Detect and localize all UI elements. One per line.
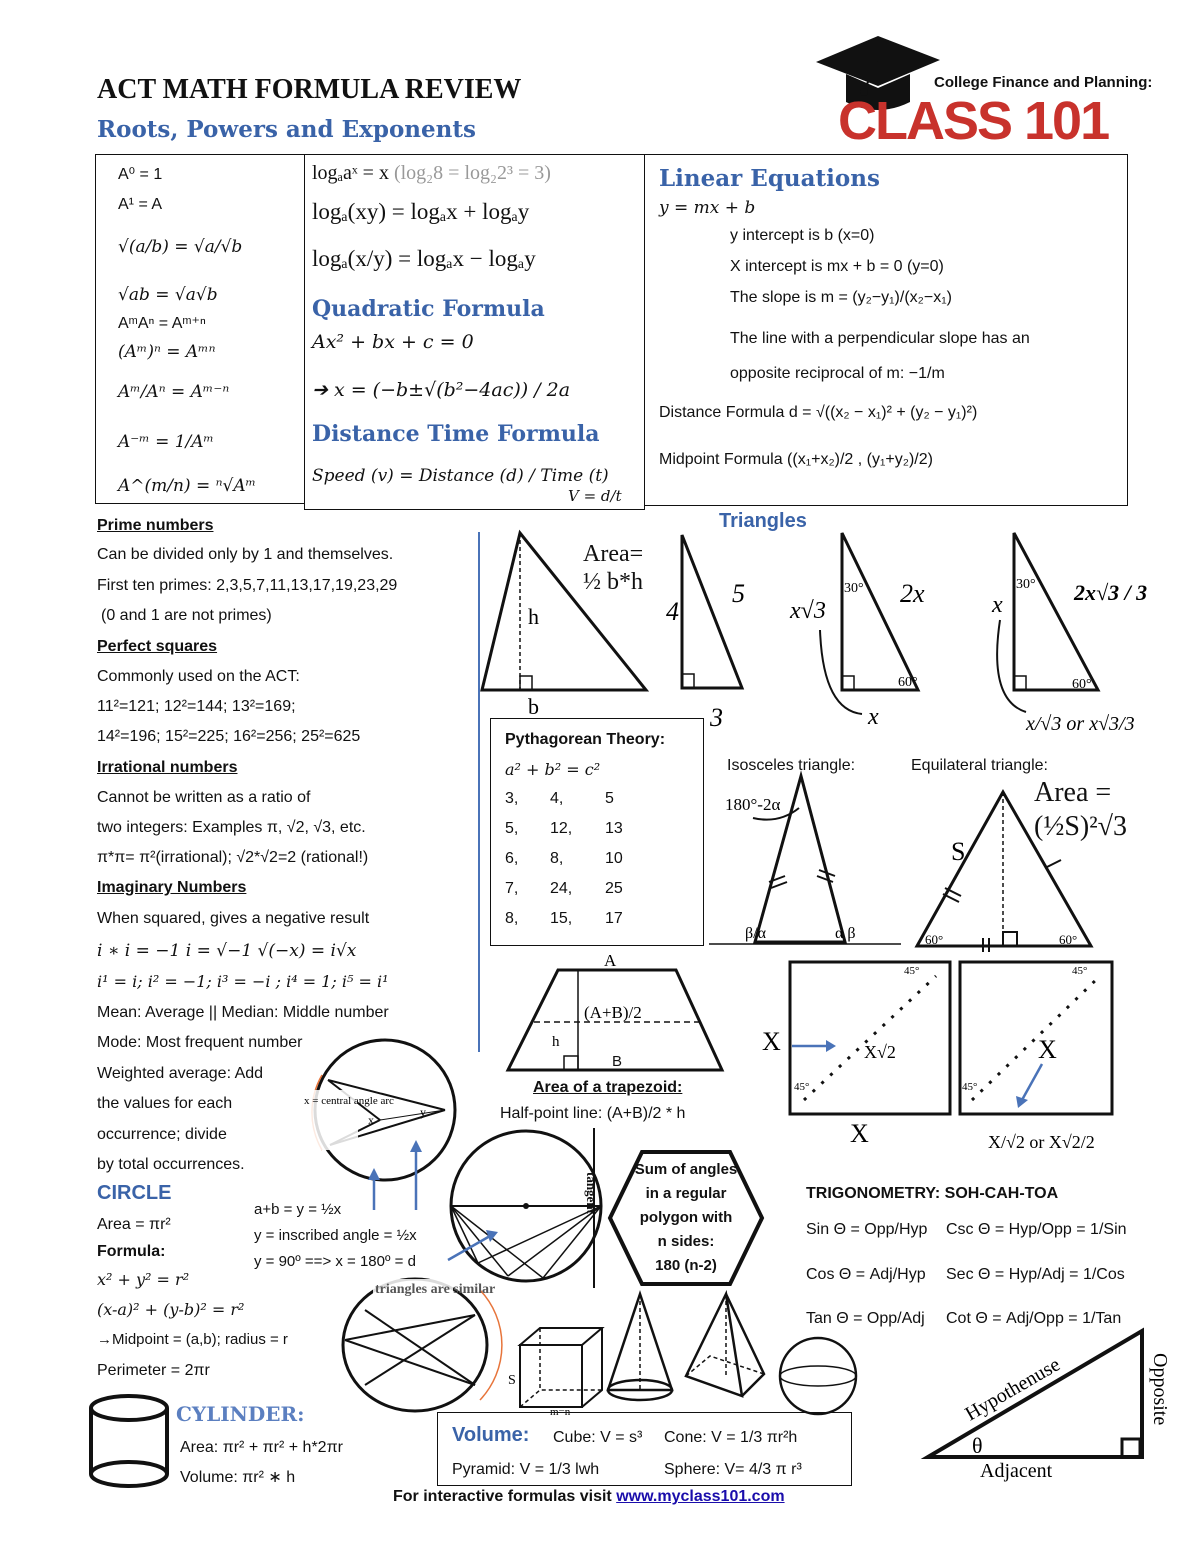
linear-slope: The slope is m = (y₂−y₁)/(x₂−x₁) <box>730 289 952 306</box>
rule-a1: A¹ = A <box>118 196 163 213</box>
log-rule-1-text: logₐaˣ = x <box>312 162 389 184</box>
polygon-line-3: polygon with <box>639 1209 733 1226</box>
pythagorean-cell: 13 <box>605 820 623 837</box>
prime-line-2: First ten primes: 2,3,5,7,11,13,17,19,23,29 <box>97 577 398 594</box>
square2-angle-bottom: 45° <box>962 1081 978 1093</box>
isos-left-angles: β/α <box>745 925 766 942</box>
rule-frac-root: √(a/b) = √a/√b <box>118 237 243 257</box>
tri3-angle-30: 30° <box>844 581 864 596</box>
trapezoid-title: Area of a trapezoid: <box>533 1079 683 1096</box>
tri3-short: x <box>868 704 879 730</box>
trig-cos: Cos Θ = Adj/Hyp <box>806 1266 926 1283</box>
circle-formula-label: Formula: <box>97 1243 166 1260</box>
trig-adjacent: Adjacent <box>980 1460 1053 1482</box>
weighted-line-3: occurrence; divide <box>97 1126 227 1143</box>
pythagorean-cell: 25 <box>605 880 623 897</box>
imaginary-line-3: i¹ = i; i² = −1; i³ = −i ; i⁴ = 1; i⁵ = i¹ <box>97 972 389 991</box>
polygon-line-5: 180 (n-2) <box>655 1257 717 1274</box>
squares-heading: Perfect squares <box>97 638 218 655</box>
tri2-side-b: 3 <box>710 703 723 732</box>
polygon-line-4: n sides: <box>657 1233 715 1250</box>
linear-perpendicular-2: opposite reciprocal of m: −1/m <box>730 365 945 382</box>
pythagorean-cell: 10 <box>605 850 623 867</box>
tri4-long: 2x√3 / 3 <box>1074 580 1148 605</box>
pythagorean-cell: 8, <box>505 910 519 927</box>
rule-frac-exp: A^(m/n) = ⁿ√Aᵐ <box>118 476 257 496</box>
linear-title: Linear Equations <box>659 165 880 192</box>
solid-figures <box>500 1290 870 1418</box>
pythagorean-cell: 15, <box>550 910 573 927</box>
distance-formula: Distance Formula d = √((x₂ − x₁)² + (y₂ − y₁)²) <box>659 404 978 421</box>
weighted-line-1: Weighted average: Add <box>97 1065 264 1082</box>
square1-x-bottom: X <box>850 1119 869 1148</box>
rule-quotient: Aᵐ/Aⁿ = Aᵐ⁻ⁿ <box>118 382 230 402</box>
square1-angle-bottom: 45° <box>794 1081 810 1093</box>
irrational-line-1: Cannot be written as a ratio of <box>97 789 311 806</box>
rule-negative: A⁻ᵐ = 1/Aᵐ <box>118 432 214 452</box>
cylinder-volume: Volume: πr² ∗ h <box>180 1469 296 1486</box>
prime-line-3: (0 and 1 are not primes) <box>101 607 272 624</box>
linear-x-intercept: X intercept is mx + b = 0 (y=0) <box>730 258 944 275</box>
pythagorean-cell: 7, <box>505 880 519 897</box>
equilateral-label: Equilateral triangle: <box>911 757 1048 774</box>
pythagorean-cell: 24, <box>550 880 573 897</box>
imaginary-line-2: i ∗ i = −1 i = √−1 √(−x) = i√x <box>97 941 357 961</box>
log-rule-3: logₐ(x/y) = logₐx − logₐy <box>312 246 536 271</box>
pythagorean-cell: 8, <box>550 850 564 867</box>
pythagorean-cell: 17 <box>605 910 623 927</box>
tri2-side-c: 5 <box>732 579 745 608</box>
trig-opposite: Opposite <box>1149 1353 1171 1426</box>
distance-time-title: Distance Time Formula <box>312 421 600 447</box>
square2-x: X <box>1038 1035 1057 1064</box>
trig-right-triangle <box>920 1325 1180 1485</box>
triangles-title: Triangles <box>719 510 807 532</box>
linear-equation: y = mx + b <box>659 198 756 218</box>
circle-perimeter: Perimeter = 2πr <box>97 1362 210 1379</box>
inscribed-3: y = 90º ==> x = 180º = d <box>254 1253 416 1270</box>
class101-logo <box>816 30 1153 151</box>
squares-line-1: Commonly used on the ACT: <box>97 668 300 685</box>
trig-csc: Csc Θ = Hyp/Opp = 1/Sin <box>946 1221 1127 1238</box>
squares-line-3: 14²=196; 15²=225; 16²=256; 25²=625 <box>97 728 361 745</box>
equi-side: S <box>951 837 966 866</box>
tangent-label: tangent <box>584 1172 599 1214</box>
linear-perpendicular-1: The line with a perpendicular slope has an <box>730 330 1030 347</box>
pythagorean-cell: 3, <box>505 790 519 807</box>
isos-right-angles: α β <box>835 925 856 942</box>
logo-name: CLASS 101 <box>838 91 1109 151</box>
tri4-bottom: x/√3 or x√3/3 <box>1026 713 1135 735</box>
trig-theta: θ <box>972 1433 983 1458</box>
volume-sphere: Sphere: V= 4/3 π r³ <box>664 1461 802 1478</box>
cylinder-area: Area: πr² + πr² + h*2πr <box>180 1439 343 1456</box>
pythagorean-cell: 6, <box>505 850 519 867</box>
square1-diag: X√2 <box>864 1042 896 1062</box>
equi-angle-right: 60° <box>1059 932 1078 947</box>
logo-tagline: College Finance and Planning: <box>934 74 1153 91</box>
velocity-formula: V = d/t <box>568 487 622 505</box>
cylinder-icon <box>85 1392 175 1492</box>
isosceles-label: Isosceles triangle: <box>727 757 856 774</box>
trig-sin: Sin Θ = Opp/Hyp <box>806 1221 928 1238</box>
trig-sec: Sec Θ = Hyp/Adj = 1/Cos <box>946 1266 1125 1283</box>
speed-formula: Speed (v) = Distance (d) / Time (t) <box>312 466 609 486</box>
quadratic-solution: ➔ x = (−b±√(b²−4ac)) / 2a <box>312 379 571 401</box>
volume-title: Volume: <box>452 1424 530 1446</box>
trapezoid-a: A <box>604 951 617 970</box>
inscribed-2: y = inscribed angle = ½x <box>254 1227 417 1244</box>
rule-pow-pow: (Aᵐ)ⁿ = Aᵐⁿ <box>118 342 216 362</box>
footer-text: For interactive formulas visit <box>393 1488 617 1505</box>
weighted-line-4: by total occurrences. <box>97 1156 245 1173</box>
squares-line-2: 11²=121; 12²=144; 13²=169; <box>97 698 296 715</box>
rule-a0: A⁰ = 1 <box>118 166 163 183</box>
tri1-b: b <box>528 694 539 719</box>
inscribed-1: a+b = y = ½x <box>254 1201 342 1218</box>
tri4-angle-30: 30° <box>1016 577 1036 592</box>
central-angle-label: x = central angle arc <box>304 1095 394 1107</box>
volume-pyramid: Pyramid: V = 1/3 lwh <box>452 1461 600 1478</box>
polygon-text <box>612 1158 760 1278</box>
svg-text:y: y <box>420 1105 426 1119</box>
circle-area: Area = πr² <box>97 1216 171 1233</box>
imaginary-line-1: When squared, gives a negative result <box>97 910 370 927</box>
pythagorean-cell: 4, <box>550 790 564 807</box>
mean-median: Mean: Average || Median: Middle number <box>97 1004 389 1021</box>
tri3-angle-60: 60° <box>898 675 918 690</box>
tri2-side-a: 4 <box>666 597 679 626</box>
square2-fraction: X/√2 or X√2/2 <box>988 1132 1095 1152</box>
tri1-h: h <box>528 604 539 629</box>
rule-prod-root: √ab = √a√b <box>118 285 218 305</box>
isos-apex-angle: 180°-2α <box>725 795 781 814</box>
circle-formula-3: →Midpoint = (a,b); radius = r <box>97 1331 288 1348</box>
cube-side: S <box>508 1373 516 1388</box>
prime-heading: Prime numbers <box>97 517 214 534</box>
tri3-long: x√3 <box>790 598 826 624</box>
volume-cube: Cube: V = s³ <box>553 1429 643 1446</box>
pythagorean-equation: a² + b² = c² <box>505 760 601 779</box>
tri4-short: x <box>992 592 1003 618</box>
volume-cone: Cone: V = 1/3 πr²h <box>664 1429 798 1446</box>
tri4-angle-60: 60° <box>1072 677 1092 692</box>
quadratic-equation: Ax² + bx + c = 0 <box>312 331 474 353</box>
square1-angle-top: 45° <box>904 965 920 977</box>
cube-mn: m=n <box>550 1406 571 1418</box>
rule-prod-pow: AᵐAⁿ = Aᵐ⁺ⁿ <box>118 315 206 332</box>
circle-formula-1: x² + y² = r² <box>97 1270 190 1289</box>
trig-hypotenuse: Hypothenuse <box>961 1353 1064 1426</box>
trig-tan: Tan Θ = Opp/Adj <box>806 1310 925 1327</box>
polygon-line-2: in a regular <box>645 1185 727 1202</box>
pythagorean-box <box>490 718 704 946</box>
similar-triangles-diagram <box>335 1275 495 1415</box>
trapezoid-b: B <box>612 1053 623 1070</box>
equi-angle-left: 60° <box>925 932 944 947</box>
prime-line-1: Can be divided only by 1 and themselves. <box>97 546 394 563</box>
square2-angle-top: 45° <box>1072 965 1088 977</box>
irrational-line-2: two integers: Examples π, √2, √3, etc. <box>97 819 366 836</box>
imaginary-heading: Imaginary Numbers <box>97 879 247 896</box>
page-title: ACT MATH FORMULA REVIEW <box>97 74 522 105</box>
log-rule-1 <box>312 163 551 183</box>
log-rule-2: logₐ(xy) = logₐx + logₐy <box>312 199 530 224</box>
polygon-line-1: Sum of angles <box>634 1161 738 1178</box>
square1-x-left: X <box>762 1027 781 1056</box>
pythagorean-cell: 12, <box>550 820 573 837</box>
tri3-hyp: 2x <box>900 579 925 608</box>
similar-label: triangles are similar <box>375 1282 496 1297</box>
pythagorean-title: Pythagorean Theory: <box>505 731 666 748</box>
trig-cot: Cot Θ = Adj/Opp = 1/Tan <box>946 1310 1122 1327</box>
section-title-roots: Roots, Powers and Exponents <box>97 116 476 143</box>
pythagorean-cell: 5 <box>605 790 614 807</box>
quadratic-title: Quadratic Formula <box>312 296 545 322</box>
circle-formula-2: (x-a)² + (y-b)² = r² <box>97 1300 245 1319</box>
circle-title: CIRCLE <box>97 1182 172 1204</box>
irrational-line-3: π*π= π²(irrational); √2*√2=2 (rational!) <box>97 849 369 866</box>
equilateral-area: Area = (½S)²√3 <box>1034 777 1127 842</box>
log-rule-1-example: (log₂8 = log₂2³ = 3) <box>393 162 551 184</box>
trapezoid-h: h <box>552 1034 560 1050</box>
cylinder-title: CYLINDER: <box>176 1402 305 1426</box>
weighted-line-2: the values for each <box>97 1095 233 1112</box>
trig-title: TRIGONOMETRY: SOH-CAH-TOA <box>806 1185 1059 1202</box>
square-diagonal-figures <box>760 960 1140 1170</box>
trapezoid-desc: Half-point line: (A+B)/2 * h <box>500 1105 686 1122</box>
midpoint-formula: Midpoint Formula ((x₁+x₂)/2 , (y₁+y₂)/2) <box>659 451 933 468</box>
pointer-arrows <box>360 1140 500 1280</box>
triangle-area: Area= ½ b*h <box>583 541 644 595</box>
svg-text:x: x <box>368 1113 374 1127</box>
linear-y-intercept: y intercept is b (x=0) <box>730 227 875 244</box>
footer <box>393 1487 785 1507</box>
footer-link[interactable]: www.myclass101.com <box>616 1488 785 1505</box>
mode: Mode: Most frequent number <box>97 1034 303 1051</box>
irrational-heading: Irrational numbers <box>97 759 238 776</box>
pythagorean-cell: 5, <box>505 820 519 837</box>
trapezoid-mid: (A+B)/2 <box>584 1003 642 1022</box>
